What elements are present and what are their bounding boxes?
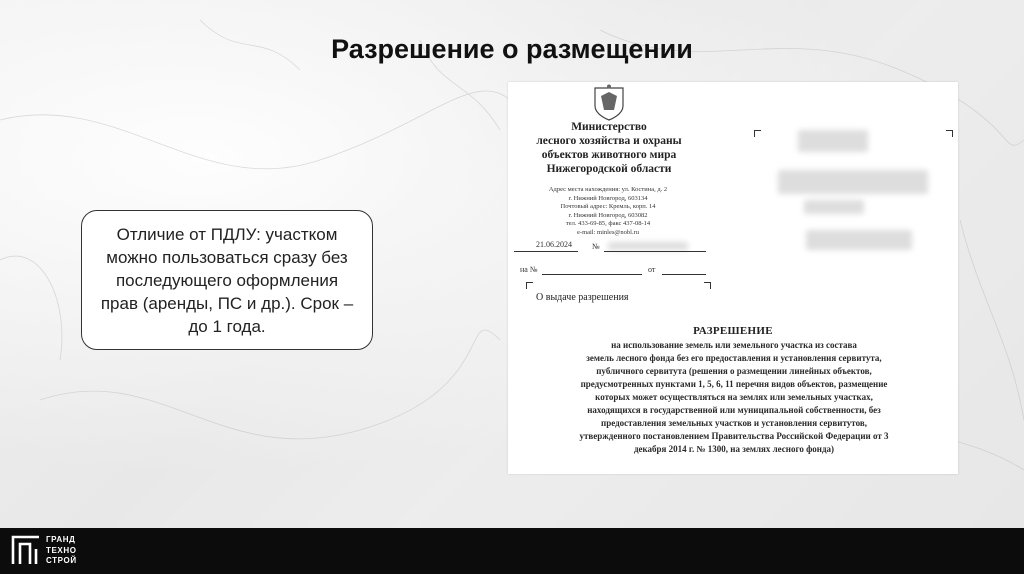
address-line: тел. 433-69-85, факс 437-08-14 bbox=[565, 220, 651, 227]
date-underline bbox=[514, 251, 578, 252]
logo-line: ГРАНД bbox=[46, 535, 76, 544]
recipient-bracket-left bbox=[754, 130, 761, 137]
permit-line: находящихся в государственной или муниципальной собственности, без bbox=[587, 405, 881, 415]
permit-line: на использование земель или земельного участка из состава bbox=[611, 340, 857, 350]
reference-date-underline bbox=[662, 274, 706, 275]
reference-label: на № bbox=[520, 265, 538, 274]
note-text: Отличие от ПДЛУ: участком можно пользоваться сразу без последующего оформления прав (аренды, ПС и др.). Срок – до 1 года. bbox=[100, 224, 354, 336]
permit-document-image bbox=[508, 82, 958, 474]
reference-underline bbox=[542, 274, 642, 275]
number-underline bbox=[604, 251, 706, 252]
ministry-line: лесного хозяйства и охраны bbox=[536, 135, 682, 147]
grand-tekhno-stroy-logo-icon bbox=[10, 533, 42, 567]
address-line: Адрес места нахождения: ул. Костина, д. 2 bbox=[548, 186, 668, 193]
address-line: Почтовый адрес: Кремль, корп. 14 bbox=[560, 203, 656, 210]
ministry-line: объектов животного мира bbox=[541, 149, 677, 161]
ministry-line: Нижегородской области bbox=[546, 163, 672, 175]
subject-bracket-right bbox=[704, 282, 711, 289]
footer-bar bbox=[0, 528, 1024, 574]
permit-line: предусмотренных пунктами 1, 5, 6, 11 перечня видов объектов, размещение bbox=[580, 379, 888, 389]
subject-bracket-left bbox=[526, 282, 533, 289]
ministry-line: Министерство bbox=[571, 121, 647, 133]
redacted-recipient bbox=[804, 200, 864, 214]
permit-line: публичного сервитута (решения о размещении линейных объектов, bbox=[596, 366, 872, 376]
address-line: г. Нижний Новгород, 603134 bbox=[568, 194, 648, 202]
address-line: г. Нижний Новгород, 603082 bbox=[568, 211, 648, 219]
permit-body bbox=[514, 339, 954, 456]
recipient-bracket-right bbox=[946, 130, 953, 137]
permit-line: декабря 2014 г. № 1300, на землях лесного фонда) bbox=[633, 444, 835, 454]
permit-title: РАЗРЕШЕНИЕ bbox=[693, 325, 773, 337]
logo-line: СТРОЙ bbox=[46, 556, 77, 565]
address-line: e-mail: minles@nobl.ru bbox=[577, 228, 639, 236]
ministry-address bbox=[518, 186, 698, 237]
permit-line: предоставления земельных участков и установления сервитутов, bbox=[601, 418, 867, 428]
redacted-recipient bbox=[778, 170, 928, 194]
document-number-label: № bbox=[592, 242, 600, 251]
permit-line: которых может осуществляться на землях или земельных участках, bbox=[595, 392, 873, 402]
ministry-header bbox=[514, 120, 704, 176]
reference-from-label: от bbox=[648, 265, 656, 274]
slide-title: Разрешение о размещении bbox=[331, 34, 693, 64]
company-logo-text bbox=[46, 535, 77, 567]
redacted-recipient bbox=[806, 230, 912, 250]
redacted-recipient bbox=[798, 130, 868, 152]
redacted-number bbox=[608, 242, 688, 250]
coat-of-arms-icon bbox=[592, 84, 626, 122]
note-box bbox=[81, 210, 373, 350]
logo-line: ТЕХНО bbox=[46, 545, 77, 555]
permit-line: земель лесного фонда без его предоставления и установления сервитута, bbox=[586, 353, 882, 363]
document-subject: О выдаче разрешения bbox=[536, 292, 629, 303]
document-date: 21.06.2024 bbox=[536, 240, 572, 249]
permit-line: утвержденного постановлением Правительства Российской Федерации от 3 bbox=[579, 431, 889, 441]
